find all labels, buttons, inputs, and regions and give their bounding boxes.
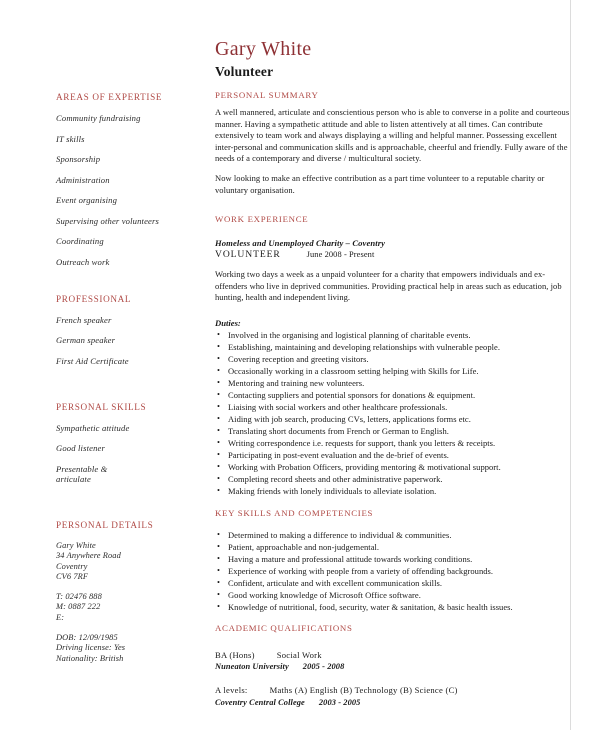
qualification-entry	[215, 685, 570, 707]
email-line: E:	[56, 613, 65, 623]
duty-item: • Involved in the organising and logistical planning of charitable events.	[215, 330, 570, 341]
sidebar-item: German speaker	[56, 335, 116, 345]
spacer	[215, 640, 570, 650]
employer-name: Homeless and Unemployed Charity – Coventry	[215, 238, 386, 249]
section-heading-key-skills: KEY SKILLS AND COMPETENCIES	[215, 507, 374, 518]
spacer	[215, 204, 570, 214]
qualification-subject: Social Work	[276, 649, 322, 660]
key-skill-item: • Good working knowledge of Microsoft Office software.	[215, 590, 570, 601]
duty-item: • Making friends with lonely individuals to alleviate isolation.	[215, 486, 570, 497]
spacer	[56, 285, 206, 294]
sidebar-item: IT skills	[56, 133, 85, 144]
sidebar-heading-personal-details: PERSONAL DETAILS	[56, 519, 154, 530]
sidebar-item: Supervising other volunteers	[56, 215, 160, 226]
spacer	[56, 624, 206, 633]
key-skill-item: • Knowledge of nutritional, food, security, water & sanitation, & basic health issues.	[215, 602, 570, 613]
sidebar-item: Sponsorship	[56, 154, 101, 164]
duties-label: Duties:	[215, 317, 241, 328]
sidebar-item: Good listener	[56, 443, 105, 453]
spacer	[215, 498, 570, 508]
qualification-entry	[215, 650, 570, 672]
sidebar-item: Community fundraising	[56, 113, 141, 123]
qualification-title-row	[215, 650, 570, 661]
spacer	[56, 511, 206, 520]
duties-list	[215, 330, 570, 497]
sidebar-section-professional	[56, 294, 206, 366]
section-heading-work-experience: WORK EXPERIENCE	[215, 214, 309, 225]
job-title: VOLUNTEER	[215, 249, 281, 261]
personal-summary-paragraph: A well mannered, articulate and conscientious person who is able to converse in a polite and courteous manner. Having a sympathetic attitude and able to listen attentively at all times. Can contribute extensively to team work and always displaying a willing and helpful manner. Possessing excellent inter-personal and communication skills and is approachable, cheerful and friendly. Fully aware of the needs of a contemporary and diverse / multicultural society.	[215, 107, 570, 164]
dob-line: DOB: 12/09/1985	[56, 632, 118, 642]
institution-name: Nuneaton University	[215, 662, 289, 672]
nationality-line: Nationality: British	[56, 653, 124, 663]
page-border	[570, 0, 571, 730]
qualification-name: BA (Hons)	[215, 649, 255, 660]
duty-item: • Liaising with social workers and other healthcare professionals.	[215, 402, 570, 413]
duty-item: • Aiding with job search, producing CVs, letters, applications forms etc.	[215, 414, 570, 425]
section-heading-personal-summary: PERSONAL SUMMARY	[215, 90, 319, 100]
key-skill-item: • Determined to making a difference to individual & communities.	[215, 530, 570, 541]
job-title-row	[215, 249, 570, 260]
spacer	[215, 674, 570, 685]
spacer	[56, 384, 206, 393]
personal-details-facts	[56, 633, 206, 665]
key-skills-list	[215, 530, 570, 613]
duty-item: • Participating in post-event evaluation and the de-brief of events.	[215, 450, 570, 461]
sidebar-item: Event organising	[56, 195, 118, 205]
duty-item: • Establishing, maintaining and developing relationships with vulnerable people.	[215, 342, 570, 353]
section-heading-academic-qualifications: ACADEMIC QUALIFICATIONS	[215, 622, 353, 633]
personal-summary-paragraph: Now looking to make an effective contribution as a part time volunteer to a reputable charity or voluntary organisation.	[215, 172, 545, 195]
sidebar-item: French speaker	[56, 314, 112, 325]
spacer	[56, 583, 206, 592]
sidebar-item: Outreach work	[56, 256, 110, 267]
sidebar-section-personal-skills	[56, 402, 206, 484]
candidate-name: Gary White	[215, 38, 312, 60]
qualification-name: A levels:	[215, 685, 248, 696]
duty-item: • Contacting suppliers and potential sponsors for donations & equipment.	[215, 390, 570, 401]
duty-item: • Completing record sheets and other administrative paperwork.	[215, 474, 570, 485]
job-description: Working two days a week as a unpaid volunteer for a charity that empowers individuals and ex-offenders who live in deprived communities. Providing practical help in areas such as education, job hunting, health and independent living.	[215, 269, 562, 303]
mobile-line: M: 0887 222	[56, 602, 101, 612]
sidebar-heading-areas-of-expertise: AREAS OF EXPERTISE	[56, 92, 163, 102]
institution-years: 2005 - 2008	[302, 662, 345, 672]
qualification-institution-row	[215, 697, 570, 708]
spacer	[56, 393, 206, 402]
institution-name: Coventry Central College	[215, 697, 305, 707]
spacer	[215, 231, 570, 238]
candidate-role: Volunteer	[215, 64, 274, 79]
duty-item: • Working with Probation Officers, providing mentoring & motivational support.	[215, 462, 570, 473]
personal-details-address	[56, 541, 206, 583]
sidebar-section-personal-details	[56, 520, 206, 665]
address-line: Gary White	[56, 540, 96, 550]
sidebar-section-areas-of-expertise	[56, 92, 206, 267]
sidebar-item: Coordinating	[56, 236, 104, 246]
personal-details-contact	[56, 592, 206, 624]
sidebar	[56, 92, 206, 682]
duty-item: • Covering reception and greeting visitors.	[215, 354, 570, 365]
qualification-institution-row	[215, 661, 570, 672]
key-skill-item: • Having a mature and professional attitude towards working conditions.	[215, 554, 570, 565]
duty-item: • Mentoring and training new volunteers.	[215, 378, 570, 389]
sidebar-item: Presentable &	[56, 463, 108, 474]
job-dates: June 2008 - Present	[306, 250, 375, 260]
main-column	[215, 38, 570, 710]
address-line: CV6 7RF	[56, 572, 89, 582]
duty-item: • Translating short documents from French or German to English.	[215, 426, 570, 437]
sidebar-item: Administration	[56, 174, 110, 185]
address-line: 34 Anywhere Road	[56, 551, 121, 561]
phone-line: T: 02476 888	[56, 591, 102, 601]
sidebar-item: Sympathetic attitude	[56, 422, 130, 433]
qualification-title-row	[215, 685, 570, 696]
key-skill-item: • Confident, articulate and with excellent communication skills.	[215, 578, 570, 589]
driving-license-line: Driving license: Yes	[56, 643, 126, 653]
sidebar-heading-professional: PROFESSIONAL	[56, 293, 132, 304]
sidebar-item: articulate	[56, 473, 91, 484]
duty-item: • Occasionally working in a classroom setting helping with Skills for Life.	[215, 366, 570, 377]
duty-item: • Writing correspondence i.e. requests for support, thank you letters & receipts.	[215, 438, 570, 449]
spacer	[215, 614, 570, 623]
institution-years: 2003 - 2005	[318, 697, 361, 707]
sidebar-heading-personal-skills: PERSONAL SKILLS	[56, 401, 147, 412]
key-skill-item: • Patient, approachable and non-judgemental.	[215, 542, 570, 553]
sidebar-item: First Aid Certificate	[56, 355, 129, 366]
qualification-subject: Maths (A) English (B) Technology (B) Science (C)	[269, 685, 458, 696]
key-skill-item: • Experience of working with people from a variety of offending backgrounds.	[215, 566, 570, 577]
address-line: Coventry	[56, 561, 88, 571]
spacer	[56, 502, 206, 511]
